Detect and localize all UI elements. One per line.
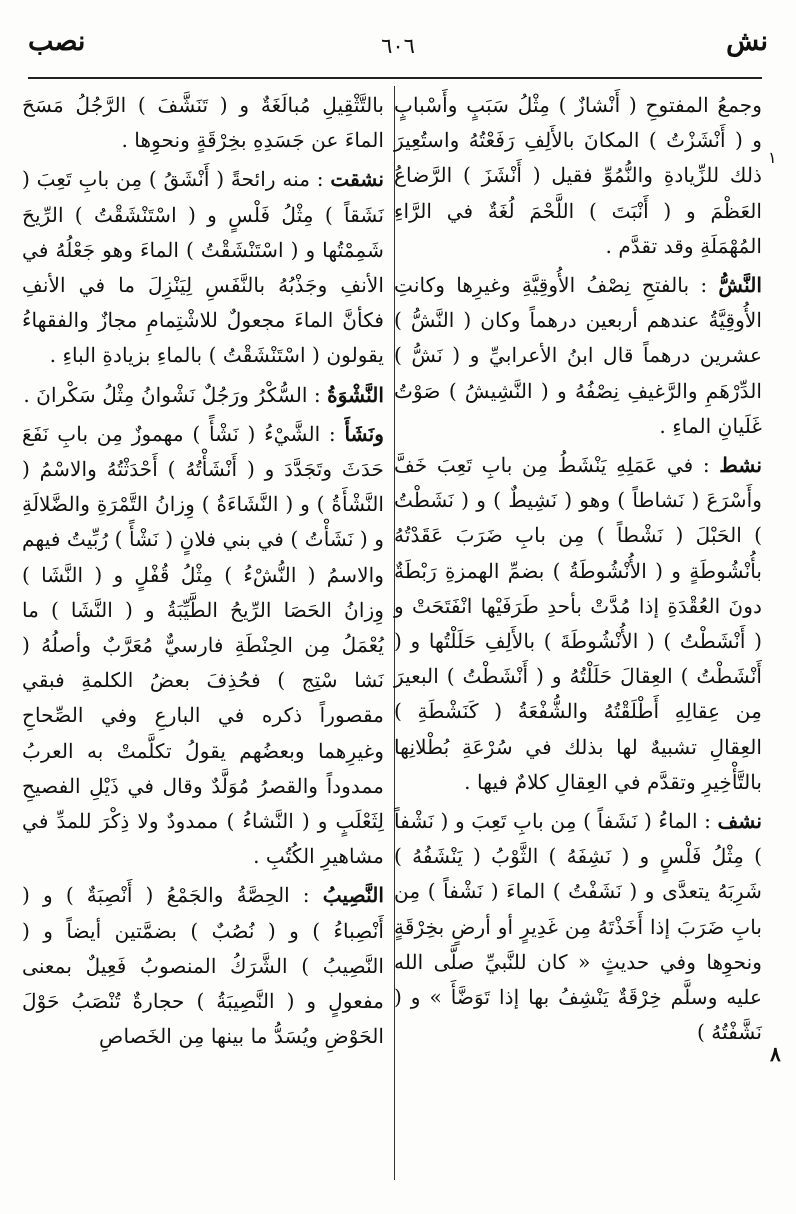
left-column bbox=[22, 88, 384, 1058]
margin-mark-bottom: ٨ bbox=[770, 1042, 781, 1066]
page-header bbox=[24, 24, 772, 68]
entry-text: وجمعُ المفتوحِ ( أَنْشازٌ ) مِثْلُ سَبَبٍ وأَسْبابٍ و ( أَنْشَزْتُ ) المكانَ بالأَلِفِ رَفَعْتُهُ واستُعِيرَ ذلك للزِّيادةِ والنُّمُوِّ فقيل ( أَنْشَزَ ) الرَّضاعُ العَظْمَ و ( أَنْبَتَ ) اللَّحْمَ لُغَةٌ في الرَّاءِ المُهْمَلَةِ وقد تقدَّم . bbox=[394, 93, 762, 258]
entry bbox=[22, 417, 384, 875]
entry-text: : في عَمَلِهِ يَنْشَطُ مِن بابِ تَعِبَ خَفَّ وأَسْرَعَ ( نَشاطاً ) وهو ( نَشِيطٌ ) و ( نَشَطْتُ ) الحَبْلَ ( نَشْطاً ) مِن بابِ ضَرَبَ عَقَدْتُهُ بأُنْشُوطَةٍ و ( الأُنْشُوطَةُ ) بضمِّ الهمزةِ رَبْطَةٌ دونَ العُقْدَةِ إذا مُدَّتْ بأحدِ طَرَفَيْها انْفَتَحَتْ و ( أَنْشَطْتُ ) ( الأُنْشُوطَةَ ) بالأَلِفِ حَلَلْتُها و ( أَنْشَطْتُ ) العِقالَ حَلَلْتُهُ و ( أَنْشَطْتُ ) البعيرَ مِن عِقالِهِ أَطْلَقْتُهُ والشُّفْعَةُ ( كَنَشْطَةِ ) العِقالِ تشبيهٌ لها بذلك في سُرْعَةِ بُطْلانِها بالتَّأْخِيرِ وتقدَّم في العِقالِ كلامٌ فيها . bbox=[394, 453, 762, 794]
entry-text: : بالفتحِ نِصْفُ الأُوقِيَّةِ وغيرِها وكانتِ الأُوقِيَّةُ عندهم أربعين درهماً وكان ( النَّشُّ ) عشرين درهماً قال ابنُ الأعرابيِّ و ( نَشُّ ) الدِّرْهَمِ والرَّغيفِ نِصْفُهُ و ( النَّشِيشُ ) صَوْتُ غَلَيانِ الماءِ . bbox=[394, 273, 762, 438]
entry bbox=[394, 804, 762, 1050]
entry-text: : منه رائحةً ( أَنْشَقُ ) مِن بابِ تَعِبَ ( نَشَقاً ) مِثْلُ فَلْسٍ و ( اسْتَنْشَقْتُ ) الرِّيحَ شَمِمْتُها و ( اسْتَنْشَقْتُ ) الماءَ وهو جَعْلُهُ في الأنفِ وجَذْبُهُ بالنَّفَسِ لِيَنْزِلَ ما في الأنفِ فكأنَّ الماءَ مجعولٌ للاشْتِمامِ مجازٌ والفقهاءُ يقولون ( اسْتَنْشَقْتُ ) بالماءِ بزيادةِ الباءِ . bbox=[22, 167, 384, 368]
entry-headword: نشف bbox=[717, 809, 762, 834]
header-first-word: نش bbox=[726, 26, 768, 57]
right-column bbox=[394, 88, 762, 1054]
page-number: ٦٠٦ bbox=[381, 34, 415, 58]
entry-text: : السُّكْرُ ورَجُلٌ نَشْوانُ مِثْلُ سَكْرانَ . bbox=[23, 382, 328, 407]
header-rule bbox=[28, 77, 762, 79]
entry bbox=[22, 162, 384, 373]
entry bbox=[394, 268, 762, 444]
header-last-word: نصب bbox=[28, 26, 86, 57]
entry-text: : الماءُ ( نَشَفاً ) مِن بابِ تَعِبَ و ( نَشْفاً ) مِثْلُ فَلْسٍ و ( نَشِفَهُ ) الثَّوْبُ ( يَنْشَفُهُ ) شَرِبَهُ يتعدَّى و ( نَشَفْتُ ) الماءَ ( نَشْفاً ) مِن بابِ ضَرَبَ إذا أَخَذْتَهُ مِن غَدِيرٍ أو أرضٍ بخِرْقَةٍ ونحوِها وفي حديثٍ « كان للنَّبيِّ صلَّى الله عليه وسلَّم خِرْقَةٌ يَنْشِفُ بها إذا تَوَضَّأَ » و ( نَشَّفْتُهُ ) bbox=[394, 809, 762, 1045]
entry bbox=[22, 878, 384, 1054]
margin-mark-top: ١ bbox=[768, 148, 777, 167]
entry bbox=[22, 378, 384, 413]
entry-text: بالتَّثْقِيلِ مُبالَغَةٌ و ( تَنَشَّفَ ) الرَّجُلُ مَسَحَ الماءَ عن جَسَدِهِ بخِرْقَةٍ ونحوِها . bbox=[22, 93, 384, 153]
entry-headword: نشط bbox=[719, 453, 762, 478]
entry-text: : الحِصَّةُ والجَمْعُ ( أَنْصِبَةٌ ) و ( أَنْصِباءُ ) و ( نُصُبٌ ) بضمَّتين أيضاً و ( النَّصِيبُ ) الشَّرَكُ المنصوبُ فَعِيلٌ بمعنى مفعولٍ و ( النَّصِيبَةُ ) حجارةٌ تُنْصَبُ حَوْلَ الحَوْضِ ويُسَدُّ ما بينها مِن الخَصاصِ bbox=[22, 883, 384, 1049]
entry-headword: النَّشْوَةُ bbox=[327, 382, 384, 407]
entry-headword: النَّشُّ bbox=[718, 273, 762, 298]
entry bbox=[22, 88, 384, 158]
entry bbox=[394, 448, 762, 800]
entry-headword: نشقت bbox=[330, 167, 384, 192]
entry bbox=[394, 88, 762, 264]
entry-headword: النَّصِيبُ bbox=[322, 883, 384, 908]
entry-text: : الشَّيْءُ ( نَشْأً ) مهموزٌ مِن بابِ نَفَعَ حَدَثَ وتَجَدَّدَ و ( أَنْشَأْتُهُ ) أَحْدَثْتُهُ والاسْمُ ( النَّشْأَةُ ) و ( النَّشَاءَةُ ) وِزانُ التَّمْرَةِ والضَّلالَةِ و ( نَشَأْتُ ) في بني فلانٍ ( نَشْأً ) رُبِّيتُ فيهم والاسمُ ( النُّشْءُ ) مِثْلُ قُفْلٍ و ( النَّشَا ) وِزانُ الحَصَا الرِّيحُ الطَّيِّبَةُ و ( النَّشَا ) ما يُعْمَلُ مِن الحِنْطَةِ فارسيٌّ مُعَرَّبٌ وأصلُهُ ( نَشا سْتِج ) فحُذِفَ بعضُ الكلمةِ فبقي مقصوراً ذكره في البارعِ وفي الصِّحاحِ وغيرِهما وبعضُهم يقولُ تكلَّمتْ به العربُ ممدوداً والقصرُ مُوَلَّدٌ وقال في ذَيْلِ الفصيحِ لِثَعْلَبٍ و ( النَّشاءُ ) ممدودٌ ولا ذِكْرَ للمدِّ في مشاهيرِ الكُتُبِ . bbox=[22, 421, 384, 869]
entry-headword: ونَشَأَ bbox=[344, 421, 384, 446]
